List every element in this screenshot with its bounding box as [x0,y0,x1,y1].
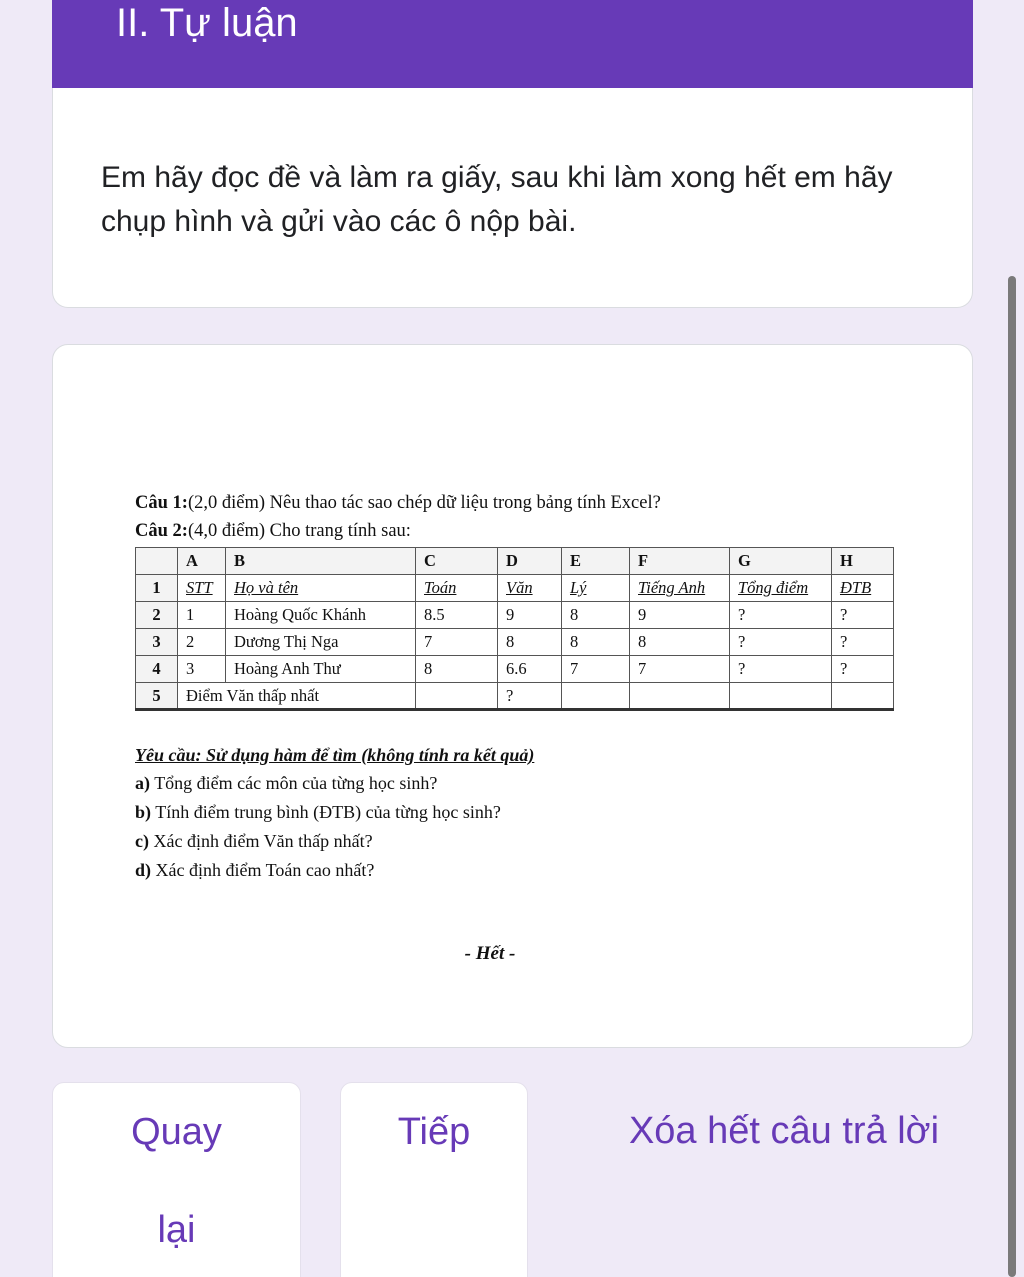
exam-image [135,489,895,965]
col-header-a: A [178,548,226,575]
table-cell: 8 [416,656,498,683]
requirement-title: Yêu cầu: Sử dụng hàm để tìm (không tính ra kết quả) [135,745,535,765]
table-cell: STT [178,575,226,602]
table-cell: Lý [562,575,630,602]
table-cell: 7 [562,656,630,683]
col-header-g: G [730,548,832,575]
table-cell [562,683,630,710]
col-header-d: D [498,548,562,575]
clear-form-button[interactable]: Xóa hết câu trả lời [604,1104,964,1156]
column-header-row [136,548,894,575]
table-cell: 8.5 [416,602,498,629]
requirement-label: d) [135,860,152,880]
table-row [136,602,894,629]
requirement-text: Xác định điểm Toán cao nhất? [155,860,375,880]
table-cell: ĐTB [832,575,894,602]
table-row [136,629,894,656]
back-button-label-line2: lại [157,1209,196,1251]
table-cell [416,683,498,710]
row-number: 2 [136,602,178,629]
table-cell: Họ và tên [226,575,416,602]
table-cell: Hoàng Quốc Khánh [226,602,416,629]
table-cell: 8 [498,629,562,656]
col-header-b: B [226,548,416,575]
col-header-c: C [416,548,498,575]
table-row [136,683,894,710]
table-cell: 9 [498,602,562,629]
requirement-text: Tổng điểm các môn của từng học sinh? [154,773,438,793]
table-cell [730,683,832,710]
next-button[interactable] [340,1082,528,1277]
exam-image-card [52,344,973,1048]
table-cell: Hoàng Anh Thư [226,656,416,683]
corner-cell [136,548,178,575]
col-header-e: E [562,548,630,575]
table-row [136,656,894,683]
table-cell [832,683,894,710]
requirement-text: Xác định điểm Văn thấp nhất? [153,831,373,851]
requirement-item [135,798,895,827]
table-cell: ? [730,629,832,656]
requirement-item [135,827,895,856]
requirement-item [135,769,895,798]
requirement-item [135,856,895,885]
table-cell: Dương Thị Nga [226,629,416,656]
table-cell: ? [832,602,894,629]
table-row [136,575,894,602]
table-cell: 2 [178,629,226,656]
table-cell: 6.6 [498,656,562,683]
question-1-label: Câu 1: [135,493,188,513]
requirement-text: Tính điểm trung bình (ĐTB) của từng học sinh? [155,802,501,822]
section-header [52,0,973,88]
table-cell: ? [832,629,894,656]
back-button[interactable] [52,1082,301,1277]
requirement-label: c) [135,831,149,851]
table-cell: Văn [498,575,562,602]
table-cell: ? [832,656,894,683]
table-cell: 8 [562,602,630,629]
question-2-label: Câu 2: [135,521,188,541]
back-button-label-line1: Quay [131,1111,222,1153]
table-cell: 8 [630,629,730,656]
row-number: 3 [136,629,178,656]
section-description: Em hãy đọc đề và làm ra giấy, sau khi làm xong hết em hãy chụp hình và gửi vào các ô nộp bài. [101,161,893,238]
row-number: 5 [136,683,178,710]
table-cell: 8 [562,629,630,656]
row-number: 1 [136,575,178,602]
table-cell: 3 [178,656,226,683]
table-cell: ? [730,656,832,683]
table-cell [630,683,730,710]
question-2-text: (4,0 điểm) Cho trang tính sau: [187,521,411,541]
table-cell: Toán [416,575,498,602]
table-cell: 7 [416,629,498,656]
scrollbar[interactable] [1008,276,1016,1277]
spreadsheet-table [135,547,894,711]
table-cell: Tiếng Anh [630,575,730,602]
question-2 [135,517,895,545]
table-cell: Điểm Văn thấp nhất [178,683,416,710]
next-button-label: Tiếp [397,1111,471,1153]
table-cell: 1 [178,602,226,629]
table-cell: 9 [630,602,730,629]
row-number: 4 [136,656,178,683]
requirement-label: b) [135,802,152,822]
end-mark: - Hết - [464,943,516,964]
requirement-label: a) [135,773,150,793]
table-cell: Tổng điểm [730,575,832,602]
section-title: II. Tự luận [116,1,298,45]
col-header-f: F [630,548,730,575]
table-cell: 7 [630,656,730,683]
col-header-h: H [832,548,894,575]
table-cell: ? [498,683,562,710]
section-description-card [52,88,973,308]
question-1-text: (2,0 điểm) Nêu thao tác sao chép dữ liệu trong bảng tính Excel? [187,493,661,513]
table-cell: ? [730,602,832,629]
question-1 [135,489,895,517]
